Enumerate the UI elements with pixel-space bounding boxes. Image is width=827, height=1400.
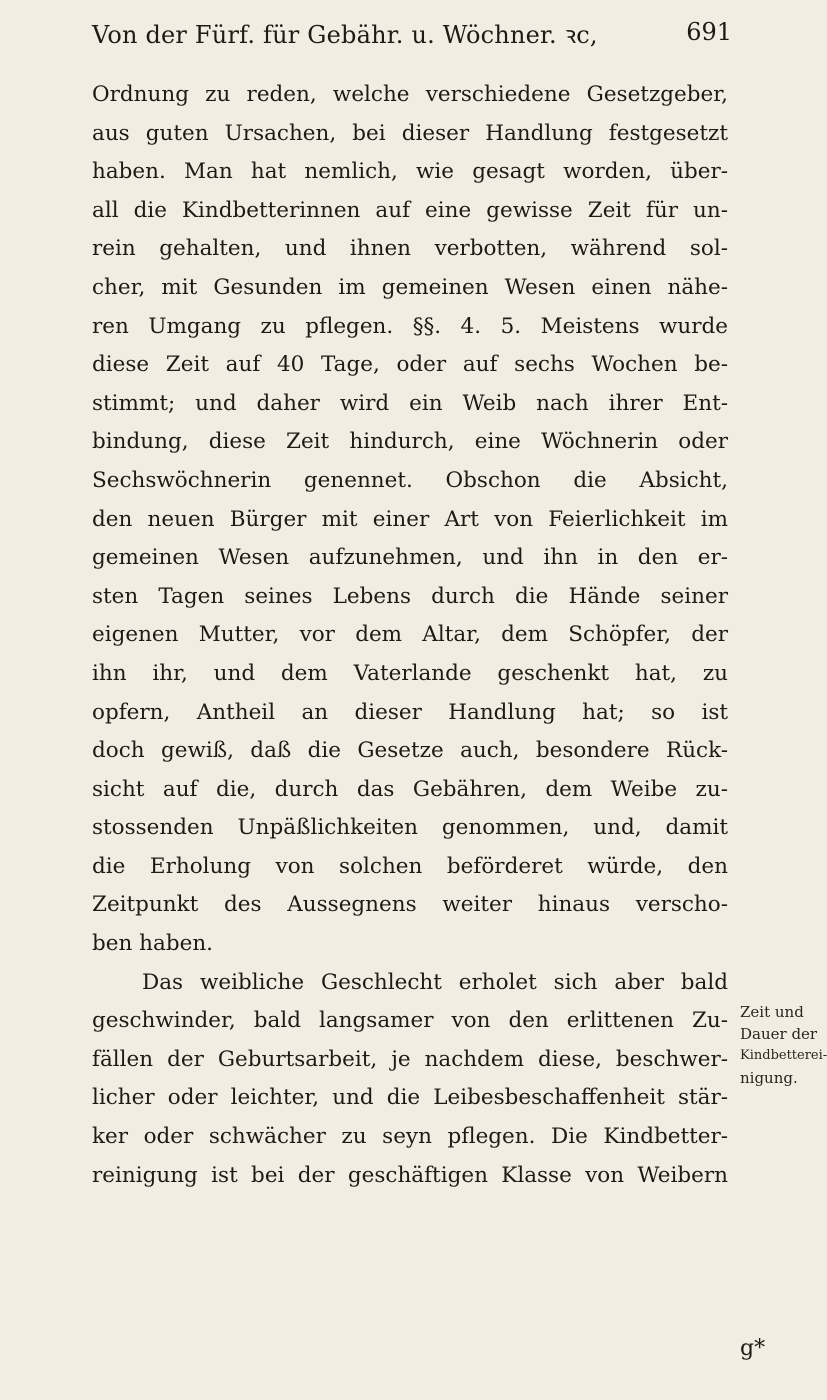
running-title: Von der Fürf. für Gebähr. u. Wöchner. ꝛc, xyxy=(92,21,598,49)
margin-note-line: Kindbetterei- xyxy=(740,1048,827,1063)
text-line: Sechswöchnerin genennet. Obschon die Absicht, xyxy=(92,467,728,493)
text-line: cher, mit Gesunden im gemeinen Wesen einen nähe- xyxy=(92,274,728,300)
text-line: den neuen Bürger mit einer Art von Feierlichkeit im xyxy=(92,506,728,532)
text-line: ben haben. xyxy=(92,931,214,957)
text-line: opfern, Antheil an dieser Handlung hat; so ist xyxy=(92,699,728,725)
text-line: stossenden Unpäßlichkeiten genommen, und, damit xyxy=(92,815,728,841)
text-line: Ordnung zu reden, welche verschiedene Gesetzgeber, xyxy=(92,82,728,107)
text-line: reinigung ist bei der geschäftigen Klasse von Weibern xyxy=(92,1162,728,1188)
text-line: all die Kindbetterinnen auf eine gewisse Zeit für un- xyxy=(92,197,728,223)
text-line: diese Zeit auf 40 Tage, oder auf sechs Wochen be- xyxy=(92,352,728,378)
text-line: doch gewiß, daß die Gesetze auch, besondere Rück- xyxy=(92,738,728,764)
margin-note-line: nigung. xyxy=(740,1069,798,1087)
text-line: stimmt; und daher wird ein Weib nach ihrer Ent- xyxy=(92,390,728,416)
text-line: sten Tagen seines Lebens durch die Hände seiner xyxy=(92,583,728,609)
text-line: ihn ihr, und dem Vaterlande geschenkt hat, zu xyxy=(92,660,728,686)
margin-note-line: Dauer der xyxy=(740,1025,818,1043)
margin-note-line: Zeit und xyxy=(740,1003,804,1021)
text-line: aus guten Ursachen, bei dieser Handlung festgesetzt xyxy=(92,120,728,146)
text-line: haben. Man hat nemlich, wie gesagt worden, über- xyxy=(92,159,728,185)
text-line: bindung, diese Zeit hindurch, eine Wöchnerin oder xyxy=(92,429,728,455)
text-line: die Erholung von solchen beförderet würde, den xyxy=(92,853,728,879)
text-line: Zeitpunkt des Aussegnens weiter hinaus verscho- xyxy=(92,892,728,918)
text-line: fällen der Geburtsarbeit, je nachdem diese, beschwer- xyxy=(92,1046,728,1072)
text-line: licher oder leichter, und die Leibesbeschaffenheit stär- xyxy=(92,1085,728,1111)
text-line: ker oder schwächer zu seyn pflegen. Die Kindbetter- xyxy=(92,1124,728,1150)
text-line: sicht auf die, durch das Gebähren, dem Weibe zu- xyxy=(92,776,728,802)
text-line: Das weibliche Geschlecht erholet sich aber bald xyxy=(142,969,728,995)
text-line: eigenen Mutter, vor dem Altar, dem Schöpfer, der xyxy=(92,622,728,648)
signature-mark: g* xyxy=(740,1336,766,1361)
body-text xyxy=(92,76,728,1195)
page-header xyxy=(92,12,732,52)
text-line: geschwinder, bald langsamer von den erlittenen Zu- xyxy=(92,1008,728,1034)
page-number: 691 xyxy=(686,18,732,46)
text-line: ren Umgang zu pflegen. §§. 4. 5. Meistens wurde xyxy=(92,313,728,339)
text-line: gemeinen Wesen aufzunehmen, und ihn in den er- xyxy=(92,545,728,571)
text-line: rein gehalten, und ihnen verbotten, während sol- xyxy=(92,236,728,262)
